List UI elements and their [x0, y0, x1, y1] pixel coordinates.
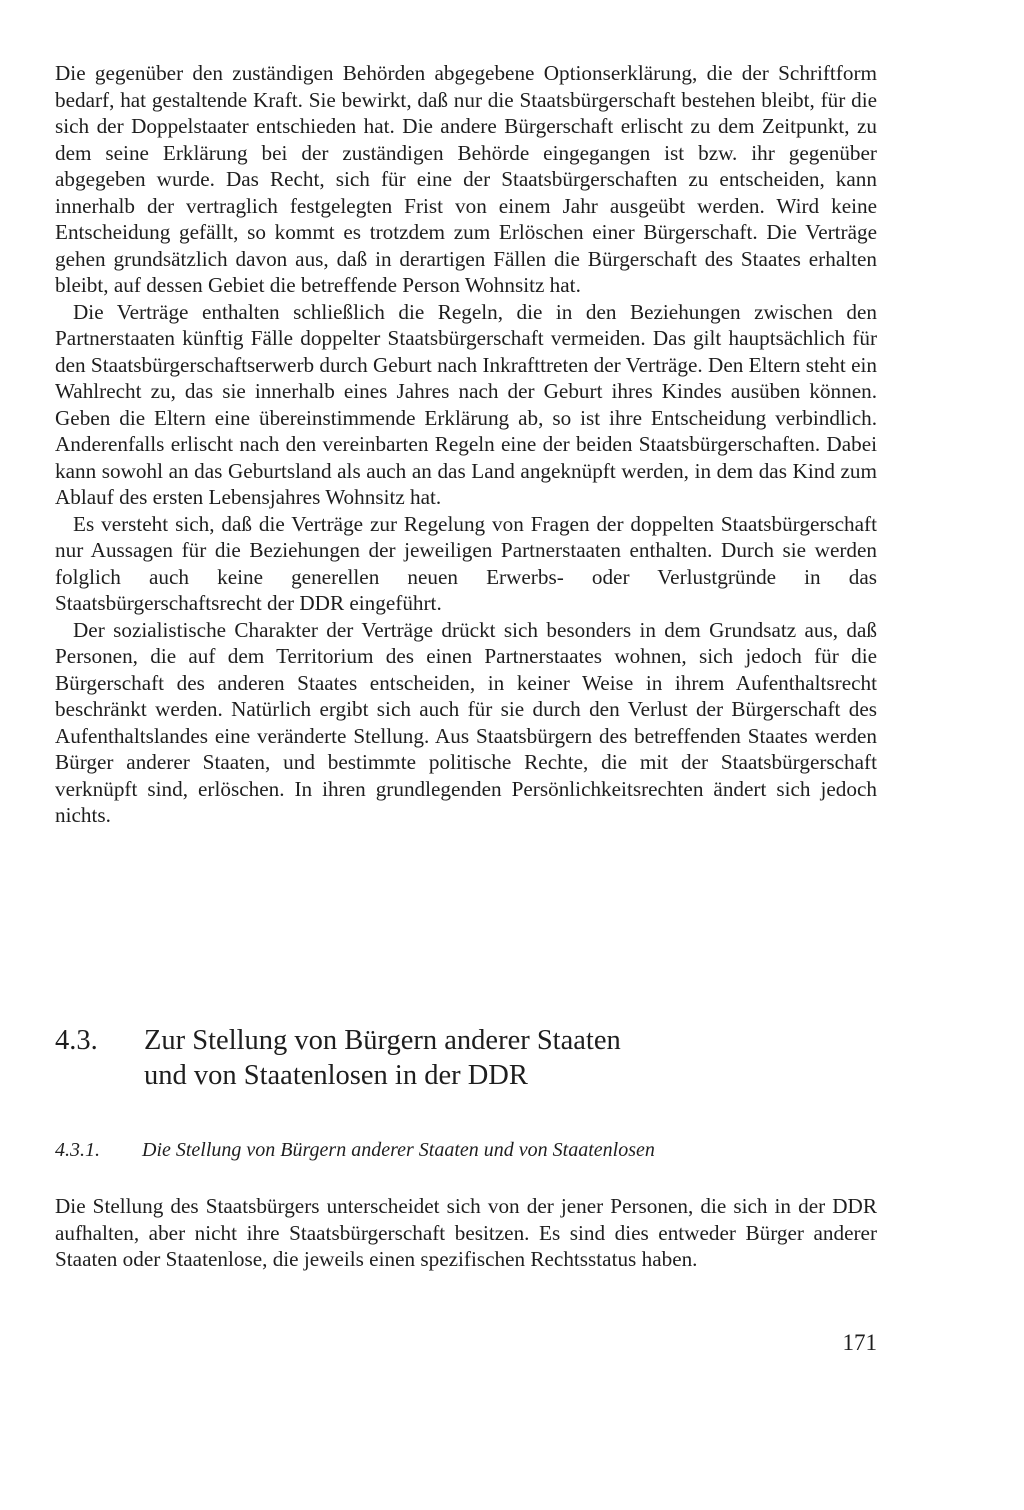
paragraph-citizen-status: Die Stellung des Staatsbürgers unterscheidet sich von der jener Personen, die sich in der DDR aufhalten, aber nicht ihre Staatsbürgerschaft besitzen. Es sind dies entweder Bürger anderer Staaten oder Staatenlose, die jeweils einen spezifischen Rechtsstatus haben. [55, 1194, 877, 1271]
section-heading [55, 1023, 877, 1093]
section-title-line-1: Zur Stellung von Bürgern anderer Staaten [144, 1025, 621, 1056]
subsection-title: Die Stellung von Bürgern anderer Staaten und von Staatenlosen [142, 1139, 655, 1161]
section-title [144, 1023, 877, 1093]
paragraph-treaty-rules: Die Verträge enthalten schließlich die Regeln, die in den Beziehungen zwischen den Partnerstaaten künftig Fälle doppelter Staatsbürgerschaft vermeiden. Das gilt hauptsächlich für den Staatsbürgerschaftserwerb durch Geburt nach Inkrafttreten der Verträge. Den Eltern steht ein Wahlrecht zu, das sie innerhalb eines Jahres nach der Geburt ihres Kindes ausüben können. Geben die Eltern eine übereinstimmende Erklärung ab, so ist ihre Entscheidung verbindlich. Anderenfalls erlischt nach den vereinbarten Regeln eine der beiden Staatsbürgerschaften. Dabei kann sowohl an das Geburtsland als auch an das Land angeknüpft werden, in dem das Kind zum Ablauf des ersten Lebensjahres Wohnsitz hat. [55, 299, 877, 509]
section-number: 4.3. [55, 1025, 98, 1056]
subsection-number: 4.3.1. [55, 1139, 100, 1161]
section-title-line-2: und von Staatenlosen in der DDR [144, 1060, 528, 1091]
paragraph-treaty-scope: Es versteht sich, daß die Verträge zur Regelung von Fragen der doppelten Staatsbürgerschaft nur Aussagen für die Beziehungen der jeweiligen Partnerstaaten enthalten. Durch sie werden folglich auch keine generellen neuen Erwerbs- oder Verlustgründe in das Staatsbürgerschaftsrecht der DDR eingeführt. [55, 511, 877, 615]
subsection-heading [55, 1137, 877, 1163]
paragraph-socialist-character: Der sozialistische Charakter der Verträge drückt sich besonders in dem Grundsatz aus, daß Personen, die auf dem Territorium des einen Partnerstaates wohnen, sich jedoch für die Bürgerschaft des anderen Staates entscheiden, in keiner Weise in ihrem Aufenthaltsrecht beschränkt werden. Natürlich ergibt sich auch für sie durch den Verlust der Bürgerschaft des Aufenthaltslandes eine veränderte Stellung. Aus Staatsbürgern des betreffenden Staates werden Bürger anderer Staaten, und bestimmte politische Rechte, die mit der Staatsbürgerschaft verknüpft sind, erlöschen. In ihren grundlegenden Persönlichkeitsrechten ändert sich jedoch nichts. [55, 617, 877, 827]
paragraph-option-declaration: Die gegenüber den zuständigen Behörden abgegebene Optionserklärung, die der Schriftform bedarf, hat gestaltende Kraft. Sie bewirkt, daß nur die Staatsbürgerschaft bestehen bleibt, für die sich der Doppelstaater entschieden hat. Die andere Bürgerschaft erlischt zu dem Zeitpunkt, zu dem seine Erklärung bei der zuständigen Behörde eingegangen ist bzw. ihr gegenüber abgegeben wurde. Das Recht, sich für eine der Staatsbürgerschaften zu entscheiden, kann innerhalb der vertraglich festgelegten Frist von einem Jahr ausgeübt werden. Wird keine Entscheidung gefällt, so kommt es trotzdem zum Erlöschen einer Bürgerschaft. Die Verträge gehen grundsätzlich davon aus, daß in derartigen Fällen die Bürgerschaft des Staates erhalten bleibt, auf dessen Gebiet die betreffende Person Wohnsitz hat. [55, 61, 877, 297]
body-text [55, 60, 877, 829]
page-number: 171 [842, 1330, 877, 1355]
